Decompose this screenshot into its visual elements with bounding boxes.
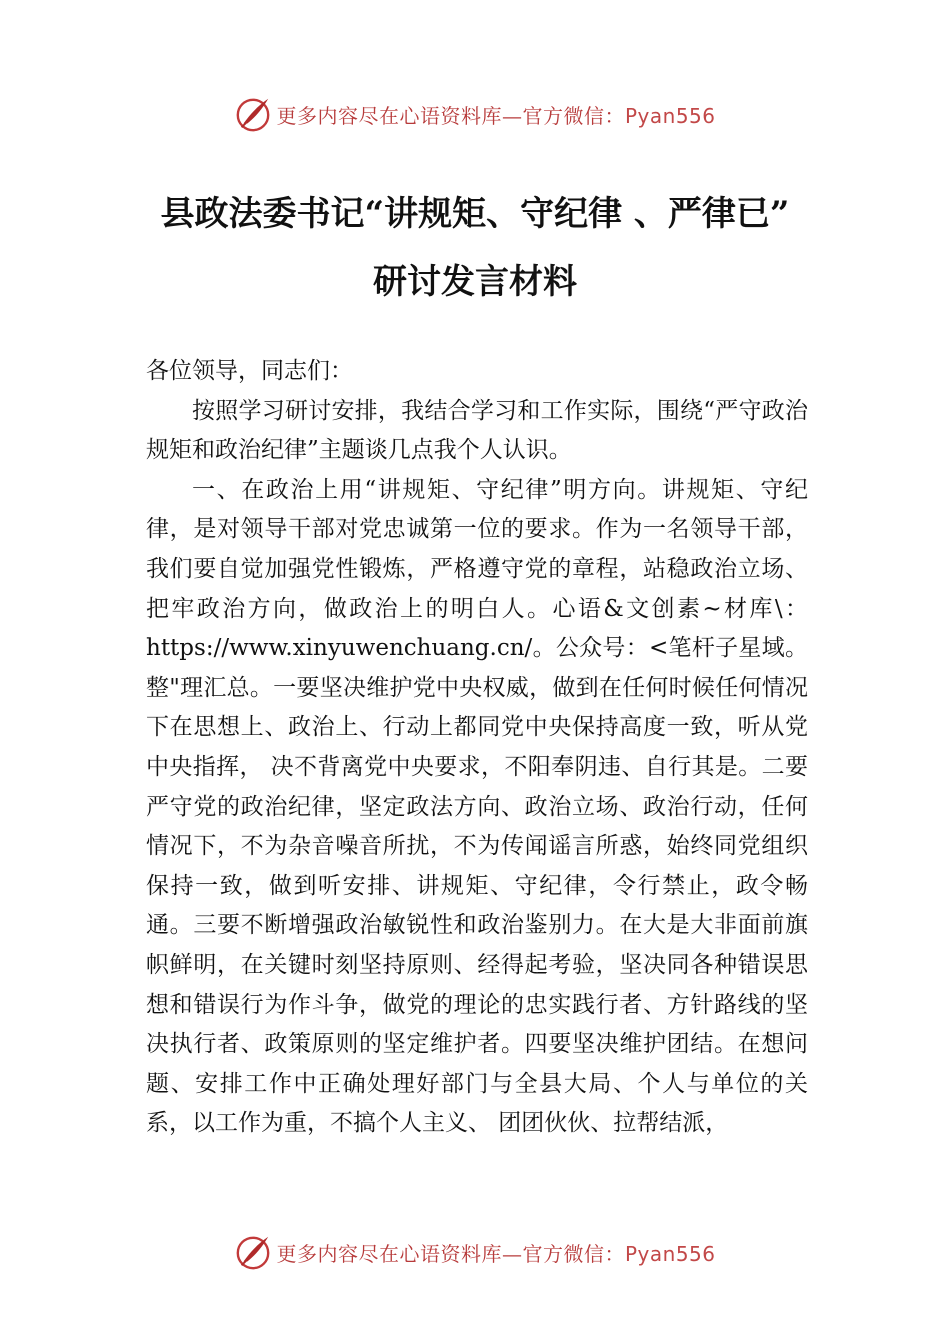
document-title-line2: 研讨发言材料 bbox=[373, 262, 577, 302]
quill-logo-icon bbox=[234, 1233, 272, 1271]
footer-banner-text bbox=[276, 1238, 715, 1267]
header-banner-label: 更多内容尽在心语资料库—官方微信： bbox=[276, 103, 625, 128]
footer-wechat-id: Pyan556 bbox=[624, 1241, 716, 1266]
paragraph-intro: 按照学习研讨安排，我结合学习和工作实际，围绕“严守政治规矩和政治纪律”主题谈几点我个人认识。 bbox=[146, 397, 808, 464]
paragraph-section-one: 一、在政治上用“讲规矩、守纪律”明方向。讲规矩、守纪律，是对领导干部对党忠诚第一位的要求。作为一名领导干部，我们要自觉加强党性锻炼，严格遵守党的章程，站稳政治立场、把牢政治方向，做政治上的明白人。心语&文创素~材库\：https://www.xinyuwenchuang.cn/。公众号：<笔杆子星域。整"理汇总。一要坚决维护党中央权威，做到在任何时候任何情况下在思想上、政治上、行动上都同党中央保持高度一致，听从党中央指挥， 决不背离党中央要求，不阳奉阴违、自行其是。二要严守党的政治纪律，坚定政法方向、政治立场、政治行动，任何情况下，不为杂音噪音所扰，不为传闻谣言所惑，始终同党组织保持一致，做到听安排、讲规矩、守纪律，令行禁止，政令畅通。三要不断增强政治敏锐性和政治鉴别力。在大是大非面前旗帜鲜明，在关键时刻坚持原则、经得起考验，坚决同各种错误思想和错误行为作斗争，做党的理论的忠实践行者、方针路线的坚决执行者、政策原则的坚定维护者。四要坚决维护团结。在想问题、安排工作中正确处理好部门与全县大局、个人与单位的关系，以工作为重，不搞个人主义、 团团伙伙、拉帮结派， bbox=[146, 476, 808, 1137]
quill-logo-icon bbox=[234, 95, 272, 133]
salutation: 各位领导，同志们： bbox=[146, 358, 353, 384]
document-body bbox=[146, 352, 808, 1144]
header-banner-text bbox=[276, 100, 715, 129]
header-wechat-id: Pyan556 bbox=[624, 103, 716, 128]
header-banner bbox=[0, 92, 950, 136]
document-title-line1: 县政法委书记“讲规矩、守纪律 、严律已” bbox=[160, 194, 790, 234]
footer-banner bbox=[0, 1230, 950, 1274]
footer-banner-label: 更多内容尽在心语资料库—官方微信： bbox=[276, 1241, 625, 1266]
